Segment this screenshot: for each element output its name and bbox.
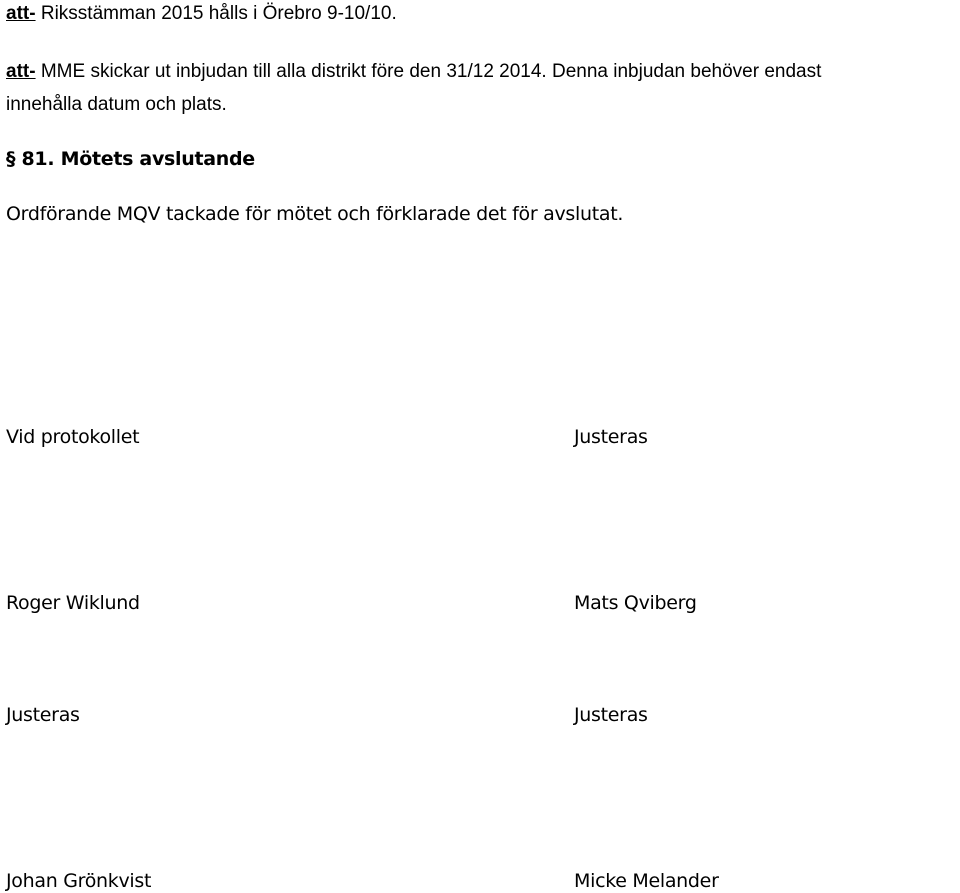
motion-1-text: Riksstämman 2015 hålls i Örebro 9-10/10. [35, 3, 397, 24]
signatory-johan-gronkvist: Johan Grönkvist [6, 870, 152, 892]
signature-label-vid-protokollet: Vid protokollet [6, 426, 140, 448]
motion-2-text: MME skickar ut inbjudan till alla distrikt före den 31/12 2014. Denna inbjudan behöver endast [35, 61, 822, 82]
signatory-micke-melander: Micke Melander [574, 870, 719, 892]
signature-label-justeras-1: Justeras [574, 426, 648, 448]
motion-1 [6, 4, 397, 23]
motion-2-continuation: innehålla datum och plats. [6, 94, 227, 115]
motion-1-prefix: att- [6, 3, 36, 24]
signatory-roger-wiklund: Roger Wiklund [6, 592, 140, 614]
signature-label-justeras-3: Justeras [574, 704, 648, 726]
motion-2 [6, 62, 821, 81]
signatory-mats-qviberg: Mats Qviberg [574, 592, 697, 614]
motion-2-prefix: att- [6, 61, 36, 82]
section-heading: § 81. Mötets avslutande [6, 148, 255, 170]
signature-label-justeras-2: Justeras [6, 704, 80, 726]
section-body: Ordförande MQV tackade för mötet och förklarade det för avslutat. [6, 203, 624, 225]
